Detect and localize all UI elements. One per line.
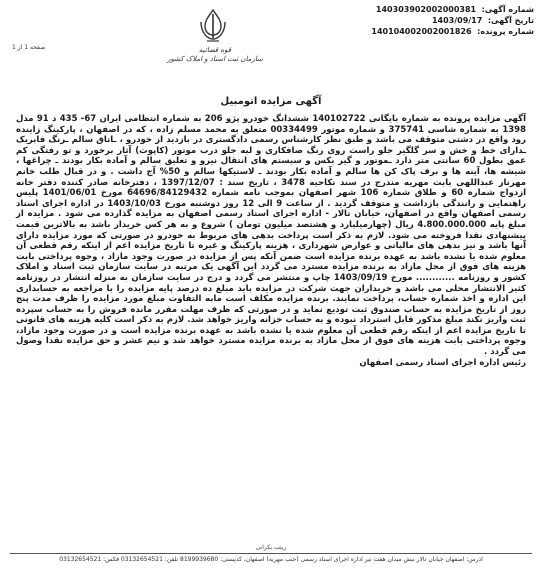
organization-line-2: سازمان ثبت اسناد و املاک کشور bbox=[167, 55, 263, 63]
emblem-icon bbox=[195, 8, 231, 46]
ad-number-value: 140303902002000381 bbox=[375, 5, 477, 14]
ad-body-text: آگهی مزایده پرونده به شماره بایگانی 140102722 ششدانگ خودرو پژو 206 به شماره انتظامی ایران 67- 435 د 91 مدل 1398 به شماره شاسی 375741 و شماره موتور 00334499 متعلق به محمد مسلم زاده ، که در اصفهان ، پارکینگ زاینده رود واقع در دشتی متوقف می باشد و طبق نظر کارشناس رسمی دادگستری در بازدید از خودرو ، ـاتاق سالم ـرنگ فابریک ـدارای خط و خش و سر گلگیر جلو راست روی رنگ صافکاری و لبه جلو درب موتور (کاپوت) آثار برخورد و تو رفتگی کم عمق بطول 60 سانتی متر دارد ـموتور و گیر بکس و سیستم های انتقال نیرو و تعلیق سالم و آماده بکار بودند ـ چراغها ، شیشه ها، آینه ها و برف پاک کن ها سالم و آماده بکار بودند ـ لاستیکها سالم و 50% آج داشت . و در قبال طلب خانم مهرناز عبداللهی بابت مهریه مندرج در سند نکاحیه 3478 ، تاریخ سند : 1397/12/07 ، دفترخانه صادر کننده دفتر خانه ازدواج شماره 60 و طلاق شماره 106 شهر اصفهان بموجب نامه شماره 64696/84129432 مورخ 1401/06/01 پلیس راهنمایی و رانندگی بازداشت و متوقف گردید . از ساعت 9 الی 12 روز دوشنبه مورخ 1403/10/03 در اداره اجرای اسناد رسمی اصفهان واقع در اصفهان، خیابان تالار - اداره اجرای اسناد رسمی اصفهان به مزایده گذارده می شود . مزایده از مبلغ پایه 4.800.000.000 ریال (چهارمیلیارد و هشتصد میلیون تومان ) شروع و به هر کس خریدار باشد به بالاترین قیمت پیشنهادی نقدا فروخته می شود. لازم به ذکر است پرداخت بدهی های مربوط به خودرو در صورتی که مورد مزایده دارای آنها باشد و نیز بدهی های مالیاتی و عوارض شهرداری ، هزینه پارکینگ و غیره تا تاریخ مزایده اعم از اینکه رقم قطعی آن معلوم شده یا نشده باشد به عهده برنده مزایده است ضمن آنکه پس از مزایده در صورت وجود مازاد ، وجوه پرداختی بابت هزینه های فوق از محل مازاد به برنده مزایده مسترد می گردد این آگهی یک مرتبه در سایت سازمان ثبت اسناد و املاک کشور و روزنامه ............ مورخ 1403/09/19 چاپ و منتشر می گردد و درج در سایت سازمان به منزله انتشار در روزنامه کثیر الانتشار محلی می باشد و خریداران جهت شرکت در مزایده باید مبلغ ده درصد پایه مزایده را با مراجعه به حسابداری این اداره و اخذ شماره حساب، پرداخت نمایند. برنده مزایده مکلف است مابه التفاوت مبلغ مورد مزایده را ظرف مدت پنج روز از تاریخ مزایده به حساب صندوق ثبت تودیع نماید و در صورتی که ظرف مهلت مقرر مانده فروش را به حساب سپرده ثبت واریز نکند مبلغ مذکور قابل استرداد نبوده و به حساب خزانه واریز خواهد شد. لازم به ذکر است کلیه هزینه های قانونی تا تاریخ مزایده اعم از اینکه رقم قطعی آن معلوم شده یا نشده باشد به عهده برنده مزایده است و در صورت وجود مازاد، وجوه پرداختی بابت هزینه های فوق از محل مازاد به برنده مزایده مسترد خواهد شد و نیم عشر و حق مزایده نقدا وصول می گردد . bbox=[16, 114, 527, 358]
ad-number-row bbox=[371, 4, 534, 15]
ad-number-label: شماره آگهی: bbox=[481, 5, 534, 14]
page-number: صفحه 1 از 1 bbox=[12, 44, 46, 51]
file-number-row bbox=[371, 26, 534, 37]
footer-address: آدرس: اصفهان خیابان تالار نبش میدان هفت تیر اداره اجرای اسناد رسمی (جنب مهریه) اصفهان، کدپستی: 8199939680 تلفن: 03132654521 فکس: 03132654521 bbox=[59, 556, 483, 563]
ad-meta bbox=[371, 4, 534, 37]
footer-divider bbox=[10, 553, 532, 554]
organization-seal bbox=[155, 8, 275, 78]
signature-name: زینب بکرانی bbox=[255, 544, 287, 551]
ad-date-value: 1403/09/17 bbox=[431, 16, 483, 25]
ad-body bbox=[16, 114, 526, 368]
closing-line: رئیس اداره اجرای اسناد رسمی اصفهان bbox=[359, 357, 526, 368]
ad-date-label: تاریخ آگهی: bbox=[487, 16, 534, 25]
file-number-label: شماره پرونده: bbox=[477, 27, 534, 36]
file-number-value: 140104002002001826 bbox=[371, 27, 472, 36]
organization-line-1: قوه قضائیه bbox=[198, 46, 232, 54]
ad-date-row bbox=[371, 15, 534, 26]
ad-title: آگهی مزایده اتومبیل bbox=[220, 96, 322, 107]
organization-name bbox=[155, 46, 275, 64]
